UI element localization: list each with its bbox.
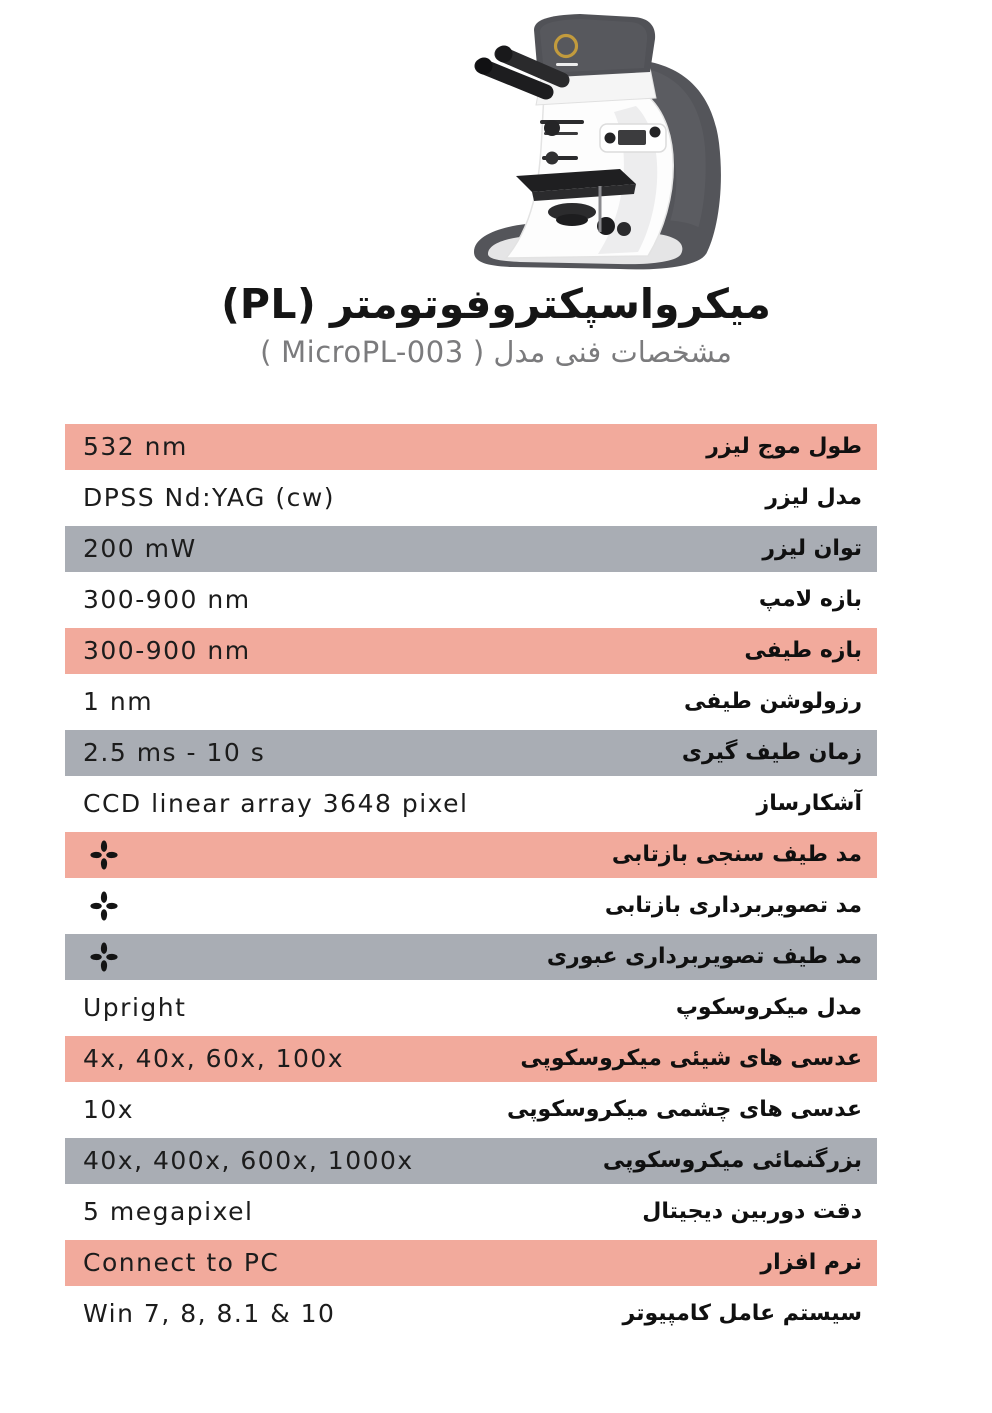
spec-label: زمان طیف گیری <box>681 740 862 765</box>
spec-value: 300-900 nm <box>83 585 251 614</box>
spec-row-10 <box>65 934 877 980</box>
page-subtitle: مشخصات فنی مدل ( MicroPL-003 ) <box>260 335 732 370</box>
spec-value: DPSS Nd:YAG (cw) <box>83 483 336 512</box>
spec-label: عدسی های چشمی میکروسکوپی <box>506 1097 862 1122</box>
spec-table <box>65 421 877 1339</box>
spec-row-16 <box>65 1240 877 1286</box>
spec-value: 40x, 400x, 600x, 1000x <box>83 1146 414 1175</box>
spec-label: توان لیزر <box>762 536 862 561</box>
spec-row-1 <box>65 475 877 521</box>
spec-label: بزرگنمائی میکروسکوپی <box>602 1148 862 1173</box>
spec-value: 5 megapixel <box>83 1197 254 1226</box>
spec-value: Connect to PC <box>83 1248 280 1277</box>
spec-label: مد تصویربرداری بازتابی <box>604 893 862 918</box>
spec-row-0 <box>65 424 877 470</box>
header <box>0 282 992 369</box>
spec-value-icon-cell <box>65 839 119 871</box>
spec-row-9 <box>65 883 877 929</box>
spec-value: 532 nm <box>83 432 188 461</box>
spec-label: بازه لامپ <box>758 587 862 612</box>
spec-row-4 <box>65 628 877 674</box>
spec-row-11 <box>65 985 877 1031</box>
spec-row-15 <box>65 1189 877 1235</box>
spec-label: طول موج لیزر <box>706 434 862 459</box>
spec-row-2 <box>65 526 877 572</box>
spec-row-12 <box>65 1036 877 1082</box>
spec-label: مد طیف سنجی بازتابی <box>611 842 862 867</box>
spec-value: 10x <box>83 1095 135 1124</box>
spec-value: 2.5 ms - 10 s <box>83 738 266 767</box>
spec-value: Upright <box>83 993 187 1022</box>
spec-label: بازه طیفی <box>744 638 862 663</box>
spec-value: 200 mW <box>83 534 197 563</box>
spec-row-14 <box>65 1138 877 1184</box>
spec-value: 300-900 nm <box>83 636 251 665</box>
microscope-illustration <box>448 8 766 280</box>
spec-label: عدسی های شیئی میکروسکوپی <box>520 1046 862 1071</box>
page-title: میکرواسپکتروفوتومتر (PL) <box>221 280 771 328</box>
spec-row-3 <box>65 577 877 623</box>
four-petal-flower-icon <box>89 941 119 973</box>
spec-value-icon-cell <box>65 941 119 973</box>
spec-label: مدل لیزر <box>765 485 862 510</box>
spec-value: 1 nm <box>83 687 154 716</box>
spec-label: آشکارساز <box>756 791 862 816</box>
spec-row-8 <box>65 832 877 878</box>
spec-label: سیستم عامل کامپیوتر <box>622 1301 862 1326</box>
spec-row-5 <box>65 679 877 725</box>
spec-label: نرم افزار <box>760 1250 862 1275</box>
spec-row-17 <box>65 1291 877 1337</box>
spec-row-13 <box>65 1087 877 1133</box>
spec-label: مدل میکروسکوپ <box>675 995 862 1020</box>
spec-value: Win 7, 8, 8.1 & 10 <box>83 1299 336 1328</box>
spec-value-icon-cell <box>65 890 119 922</box>
four-petal-flower-icon <box>89 890 119 922</box>
microscope-image <box>448 8 766 280</box>
spec-value: 4x, 40x, 60x, 100x <box>83 1044 345 1073</box>
spec-label: مد طیف تصویربرداری عبوری <box>546 944 862 969</box>
spec-label: دقت دوربین دیجیتال <box>642 1199 862 1224</box>
four-petal-flower-icon <box>89 839 119 871</box>
spec-row-6 <box>65 730 877 776</box>
spec-value: CCD linear array 3648 pixel <box>83 789 469 818</box>
spec-label: رزولوشن طیفی <box>684 689 862 714</box>
spec-row-7 <box>65 781 877 827</box>
